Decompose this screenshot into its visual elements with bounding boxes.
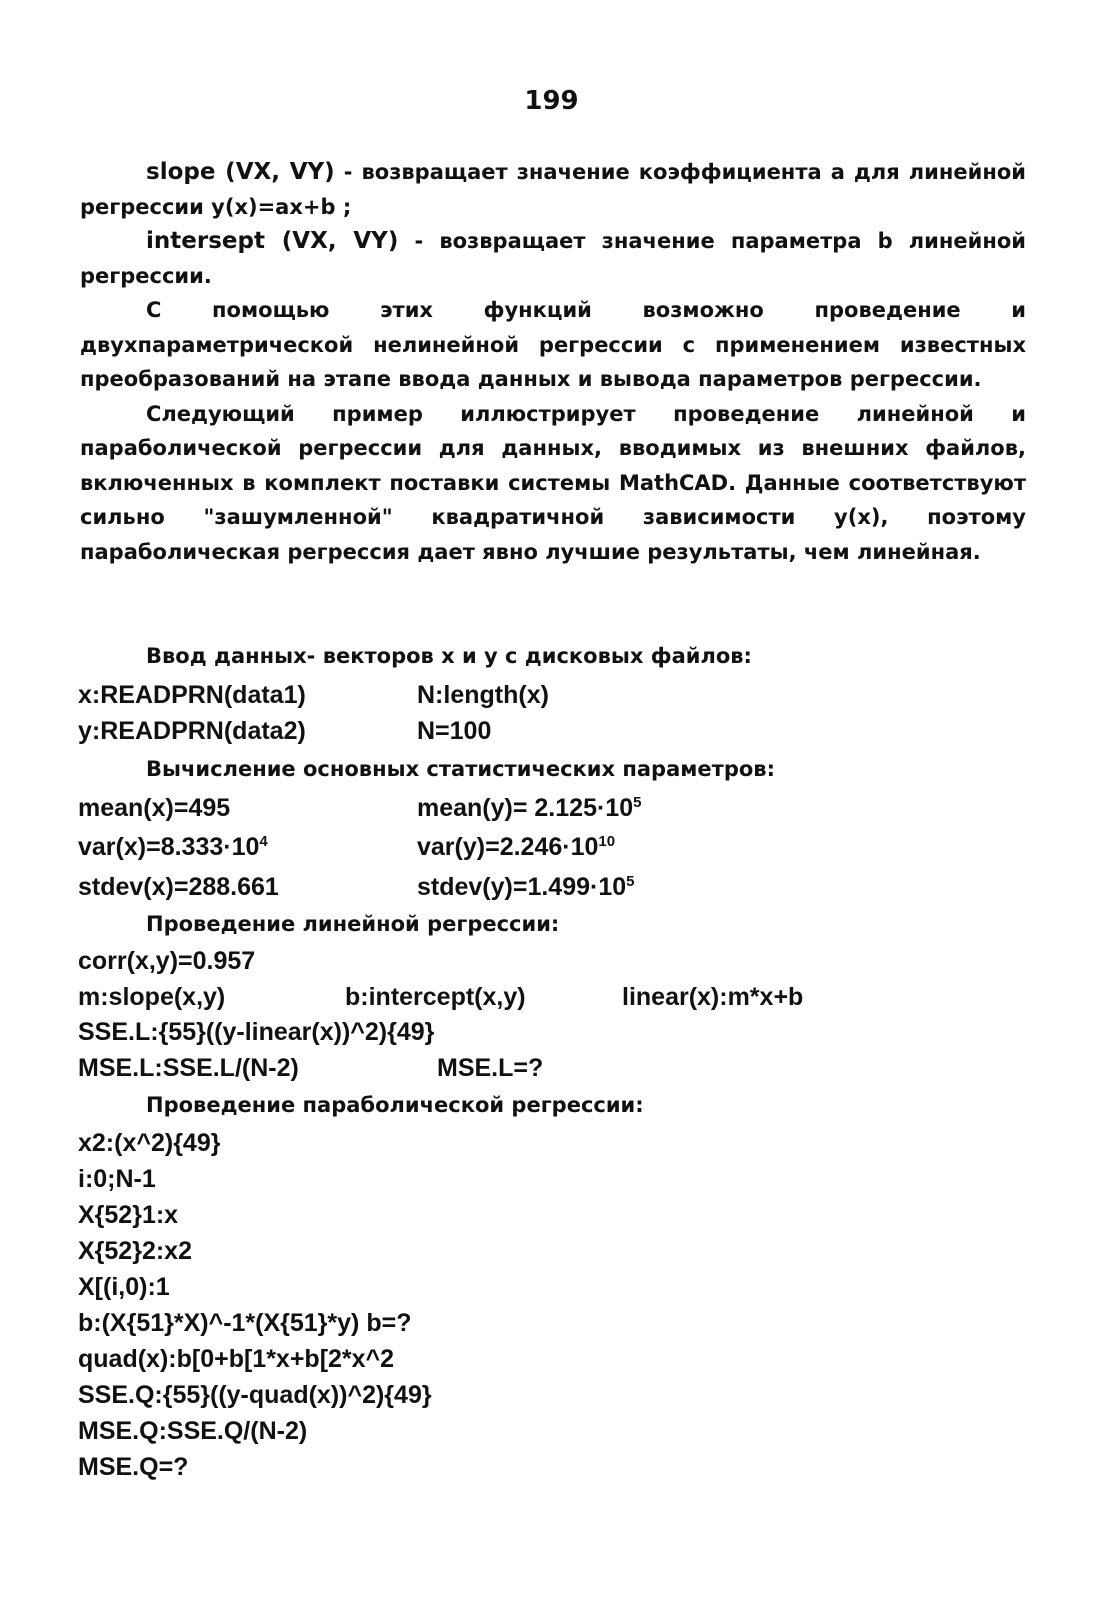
code-line: MSE.Q=? (78, 1453, 189, 1481)
var-x-base: var(x)=8.333·10 (78, 833, 260, 861)
code-sse-l: SSE.L:{55}((y-linear(x))^2){49} (78, 1018, 435, 1046)
stdev-y-exponent: 5 (626, 873, 635, 890)
page-number: 199 (524, 86, 579, 116)
heading-stats: Вычисление основных статистических параметров: (146, 757, 775, 781)
code-n-length: N:length(x) (417, 681, 549, 709)
var-y-exponent: 10 (598, 833, 616, 850)
code-var-x (78, 832, 268, 862)
heading-input: Ввод данных- векторов x и y с дисковых файлов: (146, 644, 752, 668)
code-line: x2:(x^2){49} (78, 1129, 221, 1157)
heading-parabolic: Проведение параболической регрессии: (146, 1093, 644, 1117)
stdev-y-base: stdev(y)=1.499·10 (417, 873, 627, 901)
code-line: i:0;N-1 (78, 1165, 156, 1193)
paragraph-nonlinear: С помощью этих функций возможно проведение и двухпараметрической нелинейной регрессии с применением известных преобразований на этапе ввода данных и вывода параметров регрессии. (80, 298, 1026, 391)
prose-block (80, 155, 1026, 569)
code-mean-x: mean(x)=495 (78, 794, 231, 822)
code-corr: corr(x,y)=0.957 (78, 947, 256, 975)
code-line: quad(x):b[0+b[1*x+b[2*x^2 (78, 1345, 395, 1373)
code-line: SSE.Q:{55}((y-quad(x))^2){49} (78, 1381, 432, 1409)
code-var-y (417, 832, 615, 862)
paragraph-intercept (80, 224, 1026, 293)
code-line: MSE.Q:SSE.Q/(N-2) (78, 1417, 308, 1445)
code-n-value: N=100 (417, 717, 492, 745)
code-x-read: x:READPRN(data1) (78, 681, 306, 709)
var-x-exponent: 4 (259, 833, 268, 850)
paragraph-slope (80, 155, 1026, 224)
code-line: X{52}2:x2 (78, 1237, 192, 1265)
intercept-function-name: intersept (VX, VY) (146, 228, 399, 254)
code-intercept: b:intercept(x,y) (345, 983, 526, 1011)
mean-y-exponent: 5 (633, 794, 642, 811)
code-stdev-x: stdev(x)=288.661 (78, 873, 279, 901)
code-line: b:(X{51}*X)^-1*(X{51}*y) b=? (78, 1309, 412, 1337)
mean-y-base: mean(y)= 2.125·10 (417, 794, 634, 822)
heading-linear: Проведение линейной регрессии: (146, 912, 560, 936)
code-slope: m:slope(x,y) (78, 983, 226, 1011)
code-y-read: y:READPRN(data2) (78, 717, 306, 745)
slope-function-name: slope (VX, VY) (146, 159, 335, 185)
code-mse-l: MSE.L:SSE.L/(N-2) (78, 1054, 299, 1082)
code-line: X{52}1:x (78, 1201, 179, 1229)
code-mse-l-query: MSE.L=? (437, 1054, 544, 1082)
code-mean-y (417, 793, 641, 823)
code-linear-fn: linear(x):m*x+b (622, 983, 804, 1011)
slope-description: - возвращает значение коэффициента a для линейной регрессии y(x)=ax+b ; (80, 160, 1026, 219)
paragraph-example: Следующий пример иллюстрирует проведение линейной и параболической регрессии для данных, вводимых из внешних файлов, включенных в комплект поставки системы MathCAD. Данные соответствуют сильно "зашумленной" квадратичной зависимости y(x), поэтому параболическая регрессия дает явно лучшие результаты, чем линейная. (80, 401, 1026, 564)
code-stdev-y (417, 872, 635, 902)
var-y-base: var(y)=2.246·10 (417, 833, 599, 861)
code-line: X[(i,0):1 (78, 1273, 170, 1301)
intercept-description: - возвращает значение параметра b линейной регрессии. (80, 229, 1026, 288)
